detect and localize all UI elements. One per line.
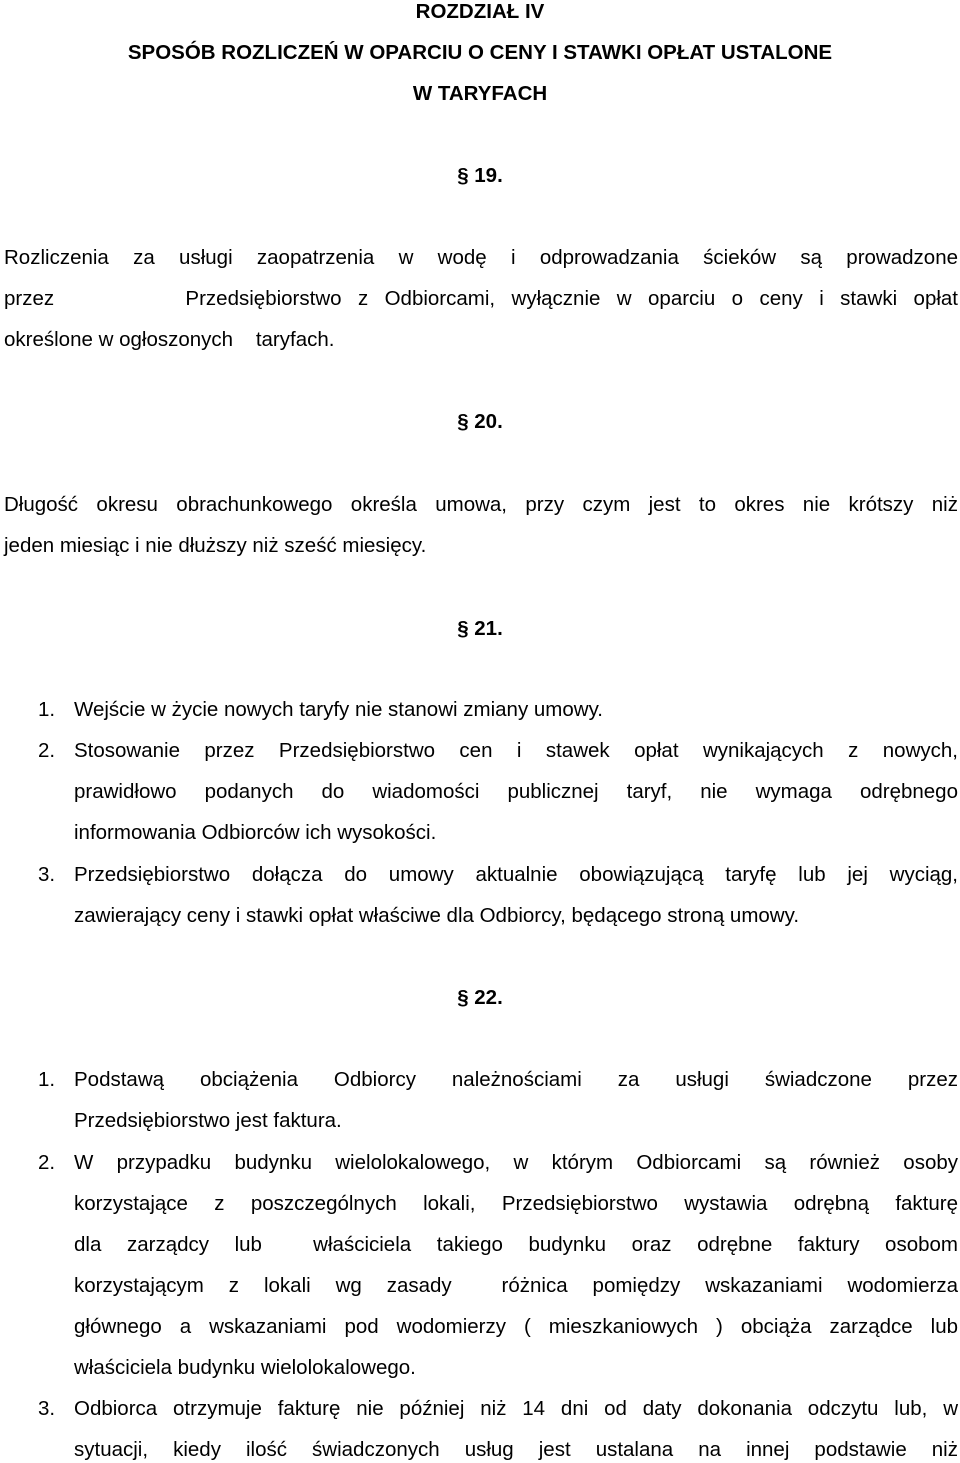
s19-line-2: przez Przedsiębiorstwo z Odbiorcami, wyłącznie w oparciu o ceny i stawki opłat bbox=[4, 287, 958, 310]
s21-item-3-line-2: zawierający ceny i stawki opłat właściwe dla Odbiorcy, będącego stroną umowy. bbox=[74, 904, 800, 927]
s19-line-3: określone w ogłoszonych taryfach. bbox=[4, 328, 335, 351]
s22-item-3-num: 3. bbox=[38, 1397, 56, 1420]
s22-item-2-line-5: głównego a wskazaniami pod wodomierzy ( mieszkaniowych ) obciąża zarządce lub bbox=[74, 1315, 958, 1338]
s22-item-2-line-1: W przypadku budynku wielolokalowego, w którym Odbiorcami są również osoby bbox=[74, 1151, 958, 1174]
s22-item-3-line-1: Odbiorca otrzymuje fakturę nie później niż 14 dni od daty dokonania odczytu lub, w bbox=[74, 1397, 958, 1420]
s22-item-1-line-2: Przedsiębiorstwo jest faktura. bbox=[74, 1109, 342, 1132]
s21-item-2-num: 2. bbox=[38, 739, 56, 762]
s19-line-1: Rozliczenia za usługi zaopatrzenia w wodę i odprowadzania ścieków są prowadzone bbox=[4, 246, 958, 269]
s21-item-1-line-1: Wejście w życie nowych taryfy nie stanowi zmiany umowy. bbox=[74, 698, 603, 721]
s20-line-2: jeden miesiąc i nie dłuższy niż sześć miesięcy. bbox=[4, 534, 427, 557]
section-21-mark: § 21. bbox=[457, 617, 503, 640]
section-20-mark: § 20. bbox=[457, 410, 503, 433]
s22-item-1-num: 1. bbox=[38, 1068, 56, 1091]
chapter-title: ROZDZIAŁ IV bbox=[415, 0, 545, 23]
s21-item-1-num: 1. bbox=[38, 698, 56, 721]
s22-item-2-line-2: korzystające z poszczególnych lokali, Przedsiębiorstwo wystawia odrębną fakturę bbox=[74, 1192, 958, 1215]
s21-item-3-line-1: Przedsiębiorstwo dołącza do umowy aktualnie obowiązującą taryfę lub jej wyciąg, bbox=[74, 863, 958, 886]
s22-item-2-num: 2. bbox=[38, 1151, 56, 1174]
chapter-subtitle-line1: SPOSÓB ROZLICZEŃ W OPARCIU O CENY I STAWKI OPŁAT USTALONE bbox=[127, 41, 833, 64]
s21-item-2-line-1: Stosowanie przez Przedsiębiorstwo cen i stawek opłat wynikających z nowych, bbox=[74, 739, 958, 762]
s22-item-2-line-3: dla zarządcy lub właściciela takiego budynku oraz odrębne faktury osobom bbox=[74, 1233, 958, 1256]
section-19-mark: § 19. bbox=[457, 164, 503, 187]
s22-item-3-line-2: sytuacji, kiedy ilość świadczonych usług jest ustalana na innej podstawie niż bbox=[74, 1438, 958, 1461]
s21-item-2-line-3: informowania Odbiorców ich wysokości. bbox=[74, 821, 437, 844]
s22-item-1-line-1: Podstawą obciążenia Odbiorcy należnościami za usługi świadczone przez bbox=[74, 1068, 958, 1091]
s21-item-3-num: 3. bbox=[38, 863, 56, 886]
s20-line-1: Długość okresu obrachunkowego określa umowa, przy czym jest to okres nie krótszy niż bbox=[4, 493, 958, 516]
s22-item-2-line-4: korzystającym z lokali wg zasady różnica pomiędzy wskazaniami wodomierza bbox=[74, 1274, 958, 1297]
section-22-mark: § 22. bbox=[457, 986, 503, 1009]
chapter-subtitle-line2: W TARYFACH bbox=[412, 82, 548, 105]
s22-item-2-line-6: właściciela budynku wielolokalowego. bbox=[74, 1356, 416, 1379]
s21-item-2-line-2: prawidłowo podanych do wiadomości publicznej taryf, nie wymaga odrębnego bbox=[74, 780, 958, 803]
